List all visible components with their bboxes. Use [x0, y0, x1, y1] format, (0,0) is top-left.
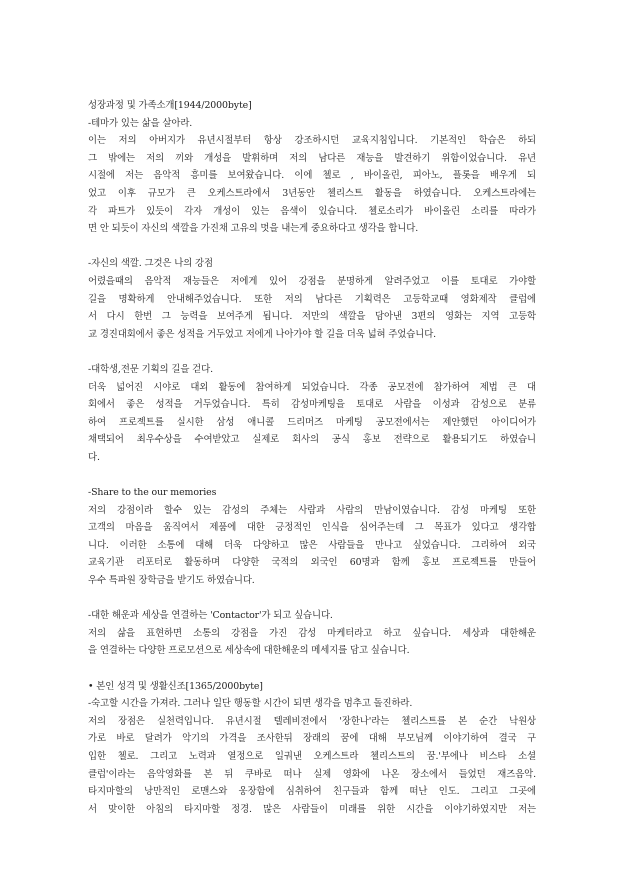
paragraph-line: 회에서 좋은 성적을 거두었습니다. 특히 감성마케팅을 토대로 사람을 이성과 감성으로 분류 [88, 399, 536, 411]
subheading: -Share to the our memories [88, 487, 217, 499]
paragraph-line: 다. [88, 451, 100, 463]
paragraph-line: 교육기관 리포터로 활동하며 다양한 국적의 외국인 60명과 함께 홍보 프로젝트를 만들어 [88, 557, 536, 569]
section-heading: • 본인 성격 및 생활신조[1365/2000byte] [88, 680, 263, 692]
paragraph-line: 서 맞이한 아침의 타지마할 정경. 많은 사람들이 미래를 위한 시간을 이야기하였지만 저는 [88, 803, 536, 815]
section-university [88, 361, 536, 467]
section-share-memories [88, 484, 536, 590]
paragraph-line: 저의 장점은 실천력입니다. 유년시절 텔레비전에서 '장한나'라는 첼리스트를 본 순간 낙원상 [88, 715, 536, 727]
subheading: -숙고할 시간을 가져라. 그러나 일단 행동할 시간이 되면 생각을 멈추고 돌진하라. [88, 698, 413, 710]
section-contactor [88, 607, 536, 660]
subheading: -대한 해운과 세상을 연결하는 'Contactor'가 되고 싶습니다. [88, 610, 333, 622]
section-gap [88, 343, 536, 361]
section-gap [88, 660, 536, 678]
paragraph-line: 더욱 넓어진 시야로 대외 활동에 참여하게 되었습니다. 각종 공모전에 참가하여 제법 큰 대 [88, 381, 536, 393]
section-gap [88, 466, 536, 484]
paragraph-line: 저의 삶을 표현하면 소통의 강점을 가진 감성 마케터라고 하고 싶습니다. 세상과 대한해운 [88, 627, 536, 639]
section-growth [88, 97, 536, 238]
subheading: -테마가 있는 삶을 살아라. [88, 117, 193, 129]
paragraph-line: 채택되어 최우수상을 수여받았고 실제로 회사의 공식 홍보 전략으로 활용되기도 하였습니 [88, 434, 536, 446]
section-heading: 성장과정 및 가족소개[1944/2000byte] [88, 100, 252, 111]
document-page [88, 97, 536, 818]
paragraph-line: 교 경진대회에서 좋은 성적을 거두었고 저에게 나아가야 할 길을 더욱 넓혀 주었습니다. [88, 328, 437, 340]
subheading: -자신의 색깔. 그것은 나의 강점 [88, 258, 213, 270]
paragraph-line: 하여 프로젝트를 실시한 삼성 애니콜 드리머즈 마케팅 공모전에서는 제안했던 아이디어가 [88, 416, 536, 428]
section-gap [88, 238, 536, 256]
paragraph-line: 을 연결하는 다양한 프로모션으로 세상속에 대한해운의 메세지를 담고 싶습니다. [88, 645, 410, 657]
paragraph-line: 길을 명확하게 안내해주었습니다. 또한 저의 남다른 기획력은 고등학교때 영화제작 클럽에 [88, 293, 536, 305]
paragraph-line: 입한 첼로. 그리고 노력과 열정으로 일궈낸 오케스트라 첼리스트의 꿈.'부에나 비스타 소셜 [88, 750, 536, 762]
paragraph-line: 고객의 마음을 움직여서 제품에 대한 긍정적인 인식을 심어주는데 그 목표가 있다고 생각합 [88, 522, 536, 534]
section-personality [88, 678, 536, 819]
section-gap [88, 590, 536, 608]
paragraph-line: 우수 특파원 장학금을 받기도 하였습니다. [88, 575, 255, 587]
paragraph-line: 저의 강점이라 할수 있는 감성의 주체는 사람과 사람의 만남이였습니다. 감성 마케팅 또한 [88, 504, 536, 516]
section-color-strength [88, 255, 536, 343]
paragraph-line: 그 밖에는 저의 끼와 개성을 발휘하며 저의 남다른 재능을 발견하기 위함이었습니다. 유년 [88, 152, 536, 164]
paragraph-line: 서 다시 한번 그 능력을 보여주게 됩니다. 저만의 색깔을 담아낸 3편의 영화는 지역 고등학 [88, 311, 536, 323]
subheading: -대학생,전문 기획의 길을 걷다. [88, 363, 213, 375]
paragraph-line: 클럽'이라는 음악영화를 본 뒤 쿠바로 떠나 실제 영화에 나온 장소에서 들었던 재즈음악. [88, 768, 536, 780]
paragraph-line: 타지마할의 낭만적인 로맨스와 웅장함에 심취하여 친구들과 함께 떠난 인도. 그리고 그곳에 [88, 786, 536, 798]
paragraph-line: 이는 저의 아버지가 유년시절부터 항상 강조하시던 교육지침입니다. 기본적인 학습은 하되 [88, 135, 536, 147]
paragraph-line: 어렸을때의 음악적 재능들은 저에게 있어 강점을 분명하게 알려주었고 이를 토대로 가야할 [88, 275, 536, 287]
paragraph-line: 가로 바로 달려가 악기의 가격을 조사한뒤 장래의 꿈에 대해 부모님께 이야기하여 결국 구 [88, 733, 536, 745]
paragraph-line: 니다. 이러한 소통에 대해 더욱 다양하고 많은 사람들을 만나고 싶었습니다. 그리하여 외국 [88, 539, 536, 551]
paragraph-line: 시절에 저는 음악적 흥미를 보여왔습니다. 이에 첼로 , 바이올린, 피아노, 플롯을 배우게 되 [88, 170, 536, 182]
paragraph-line: 면 안 되듯이 자신의 색깔을 가진채 고유의 멋을 내는게 중요하다고 생각을 합니다. [88, 223, 419, 235]
paragraph-line: 었고 이후 규모가 큰 오케스트라에서 3년동안 첼리스트 활동을 하였습니다. 오케스트라에는 [88, 187, 536, 199]
paragraph-line: 각 파트가 있듯이 각자 개성이 있는 음색이 있습니다. 첼로소리가 바이올린 소리를 따라가 [88, 205, 536, 217]
